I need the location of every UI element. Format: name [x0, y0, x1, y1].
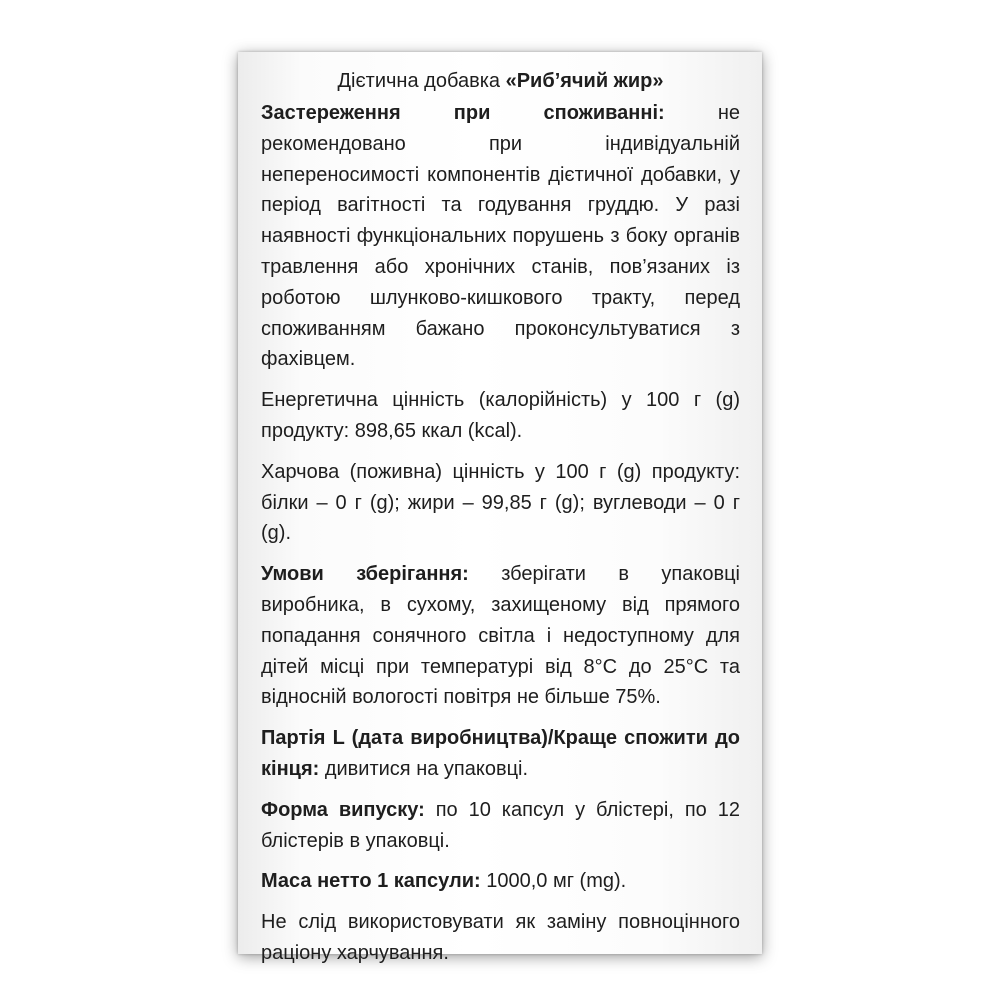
batch-label: Партія L (дата виробництва)/Краще спожити до кінця:: [261, 727, 740, 780]
storage-text: зберігати в упаковці виробника, в сухому, захищеному від прямого попадання сонячного світла і недоступному для дітей місці при температурі від 8°С до 25°С та відносній вологості повітря не більше 75%.: [261, 563, 740, 709]
warning-section: [261, 98, 740, 375]
storage-section: [261, 559, 740, 713]
batch-section: [261, 723, 740, 785]
mass-label: Маса нетто 1 капсули:: [261, 870, 481, 893]
form-label: Форма випуску:: [261, 798, 425, 821]
notice-section: [261, 907, 740, 969]
label-title-prefix: Дієтична добавка: [337, 70, 501, 92]
energy-text: Енергетична цінність (калорійність) у 100 г (g) продукту: 898,65 ккал (kcal).: [261, 389, 740, 442]
nutrition-text: Харчова (поживна) цінність у 100 г (g) продукту: білки – 0 г (g); жири – 99,85 г (g); вуглеводи – 0 г (g).: [261, 460, 740, 545]
mass-section: [261, 866, 740, 897]
batch-text: дивитися на упаковці.: [319, 757, 529, 780]
storage-label: Умови зберігання:: [261, 563, 469, 586]
product-label: [238, 52, 762, 964]
mass-text: 1000,0 мг (mg).: [480, 870, 627, 893]
form-section: [261, 795, 740, 857]
form-text: по 10 капсул у блістері, по 12 блістерів в упаковці.: [261, 798, 740, 852]
warning-label: Застереження при споживанні:: [261, 102, 665, 124]
energy-section: [261, 385, 740, 447]
notice-text: Не слід використовувати як заміну повноцінного раціону харчування.: [261, 911, 740, 964]
warning-text: не рекомендовано при індивідуальній непереносимості компонентів дієтичної добавки, у період вагітності та годування груддю. У разі наявності функціональних порушень з боку органів травлення або хронічних станів, пов’язаних із роботою шлунково-кишкового тракту, перед споживанням бажано проконсультуватися з фахівцем.: [261, 102, 740, 371]
label-title: [261, 66, 740, 96]
label-title-product: «Риб’ячий жир»: [505, 70, 664, 92]
nutrition-section: [261, 457, 740, 549]
